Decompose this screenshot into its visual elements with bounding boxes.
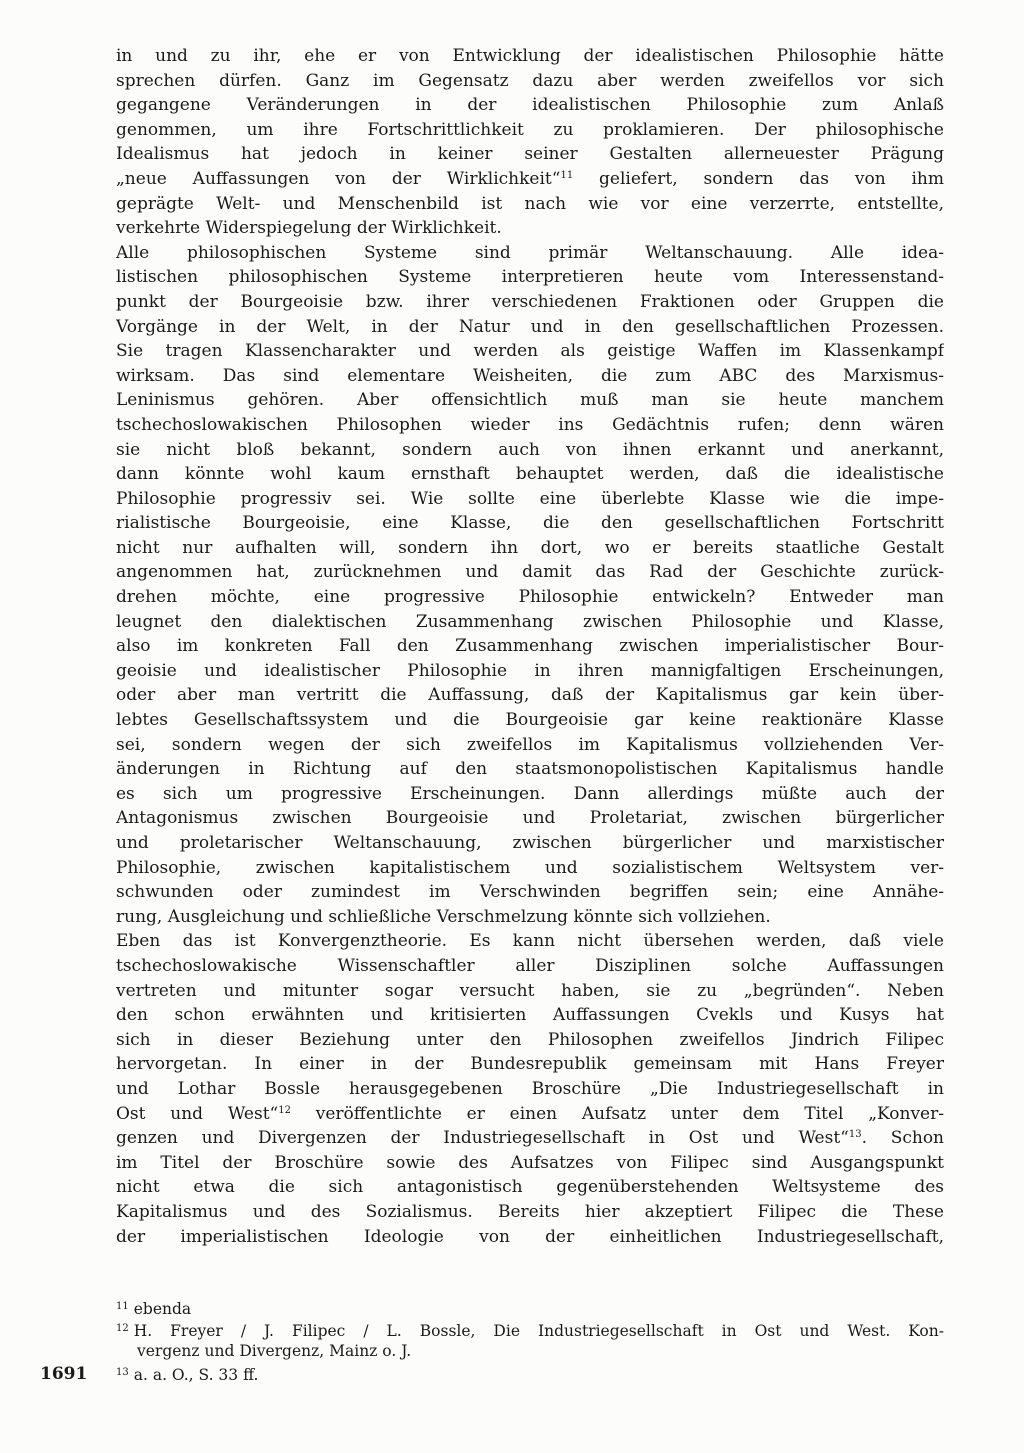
text-line: rung, Ausgleichung und schließliche Verschmelzung könnte sich vollziehen. bbox=[116, 906, 771, 927]
text-line: „neue Auffassungen von der Wirklichkeit“$^{11}$ geliefert, sondern das von ihm bbox=[116, 168, 944, 189]
text-line: Kapitalismus und des Sozialismus. Bereits hier akzeptiert Filipec die These bbox=[116, 1201, 944, 1222]
footnote bbox=[116, 1340, 944, 1362]
text-line: listischen philosophischen Systeme interpretieren heute vom Interessenstand- bbox=[116, 267, 944, 288]
text-line: dann könnte wohl kaum ernsthaft behauptet werden, daß die idealistische bbox=[116, 464, 944, 485]
footnotes bbox=[116, 1296, 944, 1384]
page-number: 1691 bbox=[40, 1364, 88, 1384]
text-line: Antagonismus zwischen Bourgeoisie und Proletariat, zwischen bürgerlicher bbox=[116, 808, 944, 829]
text-line: es sich um progressive Erscheinungen. Dann allerdings müßte auch der bbox=[116, 783, 944, 804]
text-line: den schon erwähnten und kritisierten Auffassungen Cvekls und Kusys hat bbox=[116, 1005, 944, 1026]
text-line: Leninismus gehören. Aber offensichtlich muß man sie heute manchem bbox=[116, 390, 944, 411]
text-line: schwunden oder zumindest im Verschwinden begriffen sein; eine Annähe- bbox=[116, 882, 944, 903]
text-line: lebtes Gesellschaftssystem und die Bourgeoisie gar keine reaktionäre Klasse bbox=[116, 710, 944, 731]
text-line: geoisie und idealistischer Philosophie in ihren mannigfaltigen Erscheinungen, bbox=[116, 660, 944, 681]
text-line: Ost und West“$^{12}$ veröffentlichte er einen Aufsatz unter dem Titel „Konver- bbox=[116, 1103, 944, 1124]
text-line: drehen möchte, eine progressive Philosophie entwickeln? Entweder man bbox=[116, 587, 944, 608]
text-line: tschechoslowakische Wissenschaftler aller Disziplinen solche Auffassungen bbox=[116, 955, 944, 976]
footnote-number: 13 bbox=[116, 1367, 129, 1378]
text-line: wirksam. Das sind elementare Weisheiten, die zum ABC des Marxismus- bbox=[116, 365, 944, 386]
text-line: angenommen hat, zurücknehmen und damit das Rad der Geschichte zurück- bbox=[116, 562, 944, 583]
body-text bbox=[116, 44, 944, 1249]
text-line: gegangene Veränderungen in der idealistischen Philosophie zum Anlaß bbox=[116, 95, 944, 116]
text-line: genzen und Divergenzen der Industriegesellschaft in Ost und West“$^{13}$. Schon bbox=[116, 1128, 944, 1149]
footnote bbox=[116, 1362, 944, 1384]
text-line: der imperialistischen Ideologie von der einheitlichen Industriegesellschaft, bbox=[116, 1226, 944, 1247]
text-line: nicht nur aufhalten will, sondern ihn dort, wo er bereits staatliche Gestalt bbox=[116, 537, 944, 558]
footnote-number: 12 bbox=[116, 1323, 129, 1334]
text-line: geprägte Welt- und Menschenbild ist nach wie vor eine verzerrte, entstellte, bbox=[116, 193, 944, 214]
text-line: im Titel der Broschüre sowie des Aufsatzes von Filipec sind Ausgangspunkt bbox=[116, 1152, 944, 1173]
text-line: rialistische Bourgeoisie, eine Klasse, die den gesellschaftlichen Fortschritt bbox=[116, 513, 944, 534]
footnote bbox=[116, 1318, 944, 1340]
text-line: und proletarischer Weltanschauung, zwischen bürgerlicher und marxistischer bbox=[116, 833, 944, 853]
text-line: tschechoslowakischen Philosophen wieder ins Gedächtnis rufen; denn wären bbox=[116, 414, 944, 435]
text-line: nicht etwa die sich antagonistisch gegenüberstehenden Weltsysteme des bbox=[116, 1177, 944, 1198]
text-line: sei, sondern wegen der sich zweifellos im Kapitalismus vollziehenden Ver- bbox=[116, 734, 944, 755]
footnote bbox=[116, 1296, 944, 1318]
text-line: Eben das ist Konvergenztheorie. Es kann nicht übersehen werden, daß viele bbox=[116, 931, 944, 952]
footnote-text: vergenz und Divergenz, Mainz o. J. bbox=[137, 1342, 412, 1360]
text-line: Philosophie progressiv sei. Wie sollte eine überlebte Klasse wie die impe- bbox=[116, 488, 944, 509]
footnote-reference: 12 bbox=[278, 1104, 291, 1116]
text-line: verkehrte Widerspiegelung der Wirklichkeit. bbox=[116, 218, 502, 239]
text-line: und Lothar Bossle herausgegebenen Broschüre „Die Industriegesellschaft in bbox=[116, 1078, 944, 1099]
text-line: oder aber man vertritt die Auffassung, daß der Kapitalismus gar kein über- bbox=[116, 685, 944, 706]
footnote-number: 11 bbox=[116, 1301, 129, 1312]
footnote-text: ebenda bbox=[133, 1300, 192, 1318]
text-line: Alle philosophischen Systeme sind primär Weltanschauung. Alle idea- bbox=[116, 242, 944, 263]
text-line: änderungen in Richtung auf den staatsmonopolistischen Kapitalismus handle bbox=[116, 759, 944, 780]
text-line: vertreten und mitunter sogar versucht haben, sie zu „begründen“. Neben bbox=[116, 980, 944, 1001]
text-line: leugnet den dialektischen Zusammenhang zwischen Philosophie und Klasse, bbox=[116, 611, 944, 632]
text-line: sie nicht bloß bekannt, sondern auch von ihnen erkannt und anerkannt, bbox=[116, 439, 944, 460]
text-line: genommen, um ihre Fortschrittlichkeit zu proklamieren. Der philosophische bbox=[116, 119, 944, 140]
text-line: sprechen dürfen. Ganz im Gegensatz dazu aber werden zweifellos vor sich bbox=[116, 70, 944, 91]
footnote-text: H. Freyer / J. Filipec / L. Bossle, Die Industriegesellschaft in Ost und West. Kon- bbox=[133, 1322, 944, 1340]
text-line: also im konkreten Fall den Zusammenhang zwischen imperialistischer Bour- bbox=[116, 636, 944, 657]
text-line: Sie tragen Klassencharakter und werden als geistige Waffen im Klassenkampf bbox=[116, 341, 944, 362]
footnote-text: a. a. O., S. 33 ff. bbox=[133, 1366, 259, 1384]
text-line: hervorgetan. In einer in der Bundesrepublik gemeinsam mit Hans Freyer bbox=[116, 1054, 944, 1075]
footnote-reference: 13 bbox=[848, 1129, 862, 1141]
text-line: sich in dieser Beziehung unter den Philosophen zweifellos Jindrich Filipec bbox=[116, 1029, 944, 1050]
text-line: Philosophie, zwischen kapitalistischem und sozialistischem Weltsystem ver- bbox=[116, 857, 944, 878]
footnote-reference: 11 bbox=[560, 169, 574, 181]
text-line: Vorgänge in der Welt, in der Natur und in den gesellschaftlichen Prozessen. bbox=[116, 316, 944, 337]
text-line: punkt der Bourgeoisie bzw. ihrer verschiedenen Fraktionen oder Gruppen die bbox=[116, 291, 944, 312]
text-line: Idealismus hat jedoch in keiner seiner Gestalten allerneuester Prägung bbox=[116, 144, 944, 165]
text-line: in und zu ihr, ehe er von Entwicklung der idealistischen Philosophie hätte bbox=[116, 46, 944, 66]
